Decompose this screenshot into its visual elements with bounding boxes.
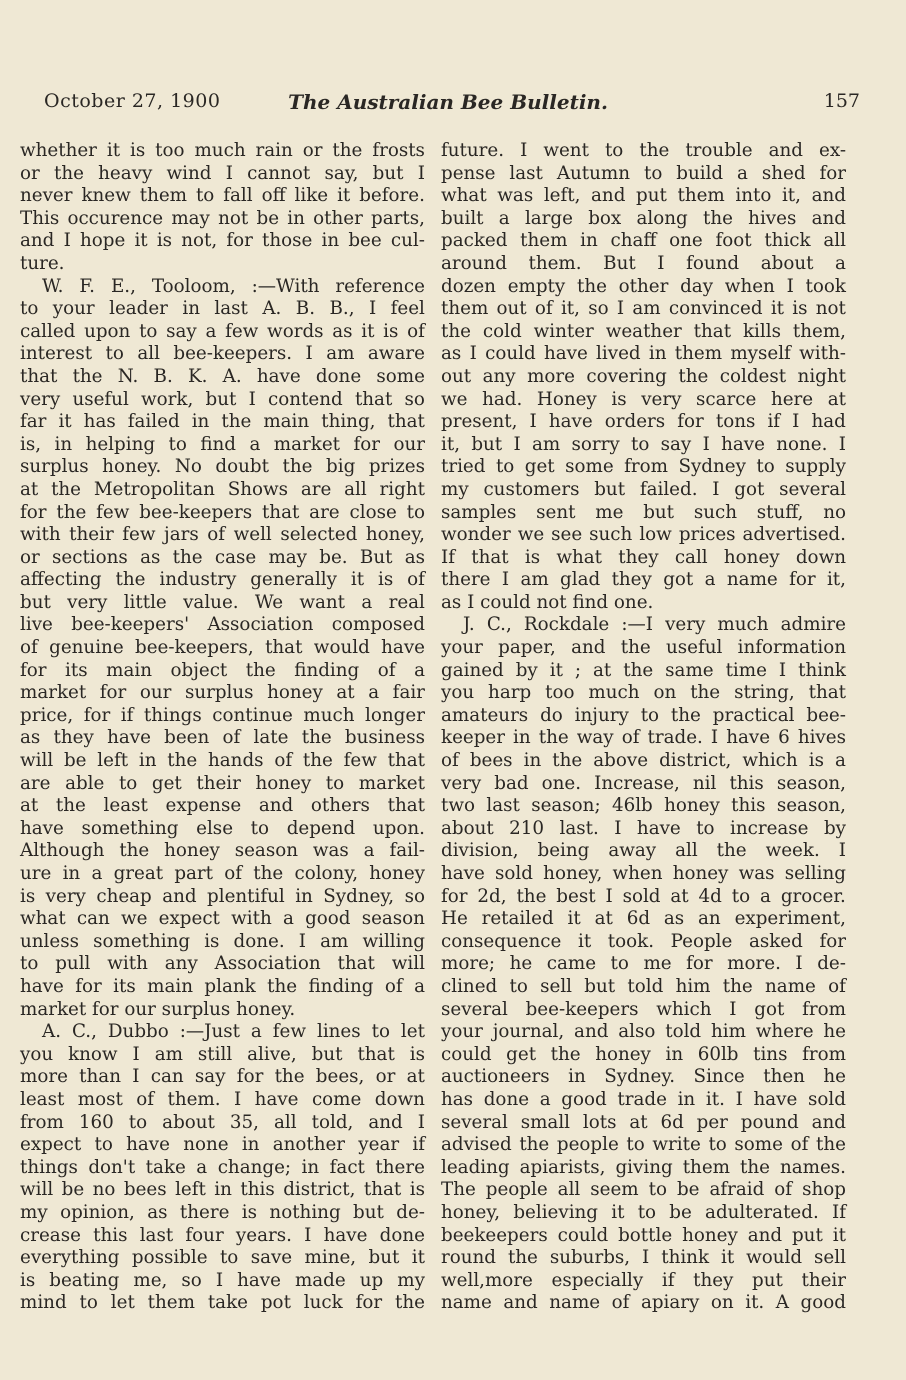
text-line: could get the honey in 60lb tins from (441, 1043, 846, 1065)
text-line: for 2d, the best I sold at 4d to a grocer. (441, 885, 846, 907)
text-line: my customers but failed. I got several (441, 478, 846, 500)
text-line: for its main object the finding of a (20, 659, 425, 681)
text-line: affecting the industry generally it is of (20, 569, 425, 591)
text-line: clined to sell but told him the name of (441, 975, 846, 997)
text-line: of genuine bee-keepers, that would have (20, 637, 425, 659)
text-line: as I could not find one. (441, 591, 654, 613)
text-line: two last season; 46lb honey this season, (441, 795, 846, 817)
text-line: far it has failed in the main thing, that (20, 411, 425, 433)
text-line: round the suburbs, I think it would sell (441, 1247, 846, 1269)
text-line: crease this last four years. I have done (20, 1224, 425, 1246)
text-line: you know I am still alive, but that is (20, 1043, 425, 1065)
text-line: present, I have orders for tons if I had (441, 411, 846, 433)
text-line: that the N. B. K. A. have done some (20, 365, 425, 387)
text-line: things don't take a change; in fact there (20, 1156, 425, 1178)
text-line: have for its main plank the finding of a (20, 975, 425, 997)
text-line: what can we expect with a good season (20, 908, 425, 930)
text-line: tried to get some from Sydney to supply (441, 456, 846, 478)
text-line: it, but I am sorry to say I have none. I (441, 433, 846, 455)
text-line: about 210 last. I have to increase by (441, 817, 846, 839)
text-line: samples sent me but such stuff, no (441, 501, 846, 523)
text-line: will be no bees left in this district, that is (20, 1179, 425, 1201)
text-line: your journal, and also told him where he (441, 1021, 846, 1043)
text-line: auctioneers in Sydney. Since then he (441, 1066, 846, 1088)
text-line: we had. Honey is very scarce here at (441, 388, 846, 410)
text-line: division, being away all the week. I (441, 840, 846, 862)
text-line: more; he came to me for more. I de- (441, 953, 846, 975)
text-line: or sections as the case may be. But as (20, 546, 425, 568)
text-line: as I could have lived in them myself with- (441, 343, 846, 365)
text-line: built a large box along the hives and (441, 207, 846, 229)
text-line: to your leader in last A. B. B., I feel (20, 298, 425, 320)
text-line: well,more especially if they put their (441, 1269, 846, 1291)
text-line: have something else to depend upon. (20, 817, 425, 839)
text-line: you harp too much on the string, that (441, 682, 846, 704)
text-line: consequence it took. People asked for (441, 930, 846, 952)
text-line: surplus honey. No doubt the big prizes (20, 456, 425, 478)
text-line: and I hope it is not, for those in bee cul- (20, 230, 425, 252)
text-line: market for our surplus honey at a fair (20, 682, 425, 704)
text-line: J. C., Rockdale :—I very much admire (463, 614, 846, 636)
text-line: honey, believing it to be adulterated. If (441, 1201, 846, 1223)
text-line: dozen empty the other day when I took (441, 275, 846, 297)
text-line: unless something is done. I am willing (20, 930, 425, 952)
text-line: more than I can say for the bees, or at (20, 1066, 425, 1088)
text-line: for the few bee-keepers that are close to (20, 501, 425, 523)
text-line: of bees in the above district, which is a (441, 750, 846, 772)
text-line: beekeepers could bottle honey and put it (441, 1224, 846, 1246)
text-line: several bee-keepers which I got from (441, 998, 846, 1020)
text-line: keeper in the way of trade. I have 6 hives (441, 727, 846, 749)
page-number: 157 (823, 90, 860, 112)
text-line: is beating me, so I have made up my (20, 1269, 425, 1291)
journal-title: The Australian Bee Bulletin. (288, 90, 608, 114)
text-line: live bee-keepers' Association composed (20, 614, 425, 636)
text-line: the cold winter weather that kills them, (441, 320, 846, 342)
text-line: from 160 to about 35, all told, and I (20, 1111, 425, 1133)
text-line: price, for if things continue much longer (20, 704, 425, 726)
text-line: A. C., Dubbo :—Just a few lines to let (42, 1021, 425, 1043)
text-line: whether it is too much rain or the frosts (20, 140, 425, 161)
text-line: never knew them to fall off like it before. (20, 185, 425, 207)
text-line: very useful work, but I contend that so (20, 388, 425, 410)
text-line: have sold honey, when honey was selling (441, 863, 846, 884)
text-line: interest to all bee-keepers. I am aware (20, 343, 425, 365)
text-line: is, in helping to find a market for our (20, 433, 425, 455)
text-line: as they have been of late the business (20, 727, 425, 749)
text-line: there I am glad they got a name for it, (441, 569, 846, 591)
text-line: to pull with any Association that will (20, 953, 425, 975)
text-line: are able to get their honey to market (20, 772, 425, 794)
text-line: what was left, and put them into it, and (441, 185, 846, 207)
text-line: but very little value. We want a real (20, 591, 425, 613)
text-line: will be left in the hands of the few that (20, 750, 425, 772)
text-line: If that is what they call honey down (441, 546, 846, 568)
text-line: ure in a great part of the colony, honey (20, 863, 425, 884)
issue-date: October 27, 1900 (44, 90, 221, 112)
text-line: advised the people to write to some of the (441, 1134, 846, 1156)
page-header (30, 90, 866, 124)
text-line: ture. (20, 252, 65, 274)
text-line: has done a good trade in it. I have sold (441, 1088, 846, 1110)
text-line: market for our surplus honey. (20, 998, 296, 1020)
text-line: Although the honey season was a fail- (20, 840, 425, 862)
left-column (20, 140, 425, 1315)
right-column (441, 140, 846, 1315)
text-line: at the Metropolitan Shows are all right (20, 478, 425, 500)
text-line: called upon to say a few words as it is of (20, 320, 425, 342)
text-line: future. I went to the trouble and ex- (441, 140, 846, 161)
text-line: wonder we see such low prices advertised. (441, 524, 846, 546)
text-line: out any more covering the coldest night (441, 365, 846, 387)
text-line: He retailed it at 6d as an experiment, (441, 908, 846, 930)
text-line: leading apiarists, giving them the names. (441, 1156, 846, 1178)
text-line: mind to let them take pot luck for the (20, 1292, 425, 1314)
text-line: very bad one. Increase, nil this season, (441, 772, 846, 794)
text-line: them out of it, so I am convinced it is not (441, 298, 846, 320)
text-line: with their few jars of well selected honey, (20, 524, 425, 546)
text-line: everything possible to save mine, but it (20, 1247, 425, 1269)
text-line: least most of them. I have come down (20, 1088, 425, 1110)
text-line: packed them in chaff one foot thick all (441, 230, 846, 252)
text-line: pense last Autumn to build a shed for (441, 162, 846, 184)
text-line: or the heavy wind I cannot say, but I (20, 162, 425, 184)
text-line: name and name of apiary on it. A good (441, 1292, 846, 1314)
text-line: amateurs do injury to the practical bee- (441, 704, 846, 726)
text-line: around them. But I found about a (441, 252, 846, 274)
text-line: is very cheap and plentiful in Sydney, so (20, 885, 425, 907)
text-line: my opinion, as there is nothing but de- (20, 1201, 425, 1223)
text-line: W. F. E., Tooloom, :—With reference (42, 275, 425, 297)
text-line: gained by it ; at the same time I think (441, 659, 846, 681)
text-line: This occurence may not be in other parts, (20, 207, 425, 229)
text-line: several small lots at 6d per pound and (441, 1111, 846, 1133)
text-line: expect to have none in another year if (20, 1134, 425, 1156)
text-line: your paper, and the useful information (441, 637, 846, 659)
text-line: The people all seem to be afraid of shop (441, 1179, 846, 1201)
text-line: at the least expense and others that (20, 795, 425, 817)
